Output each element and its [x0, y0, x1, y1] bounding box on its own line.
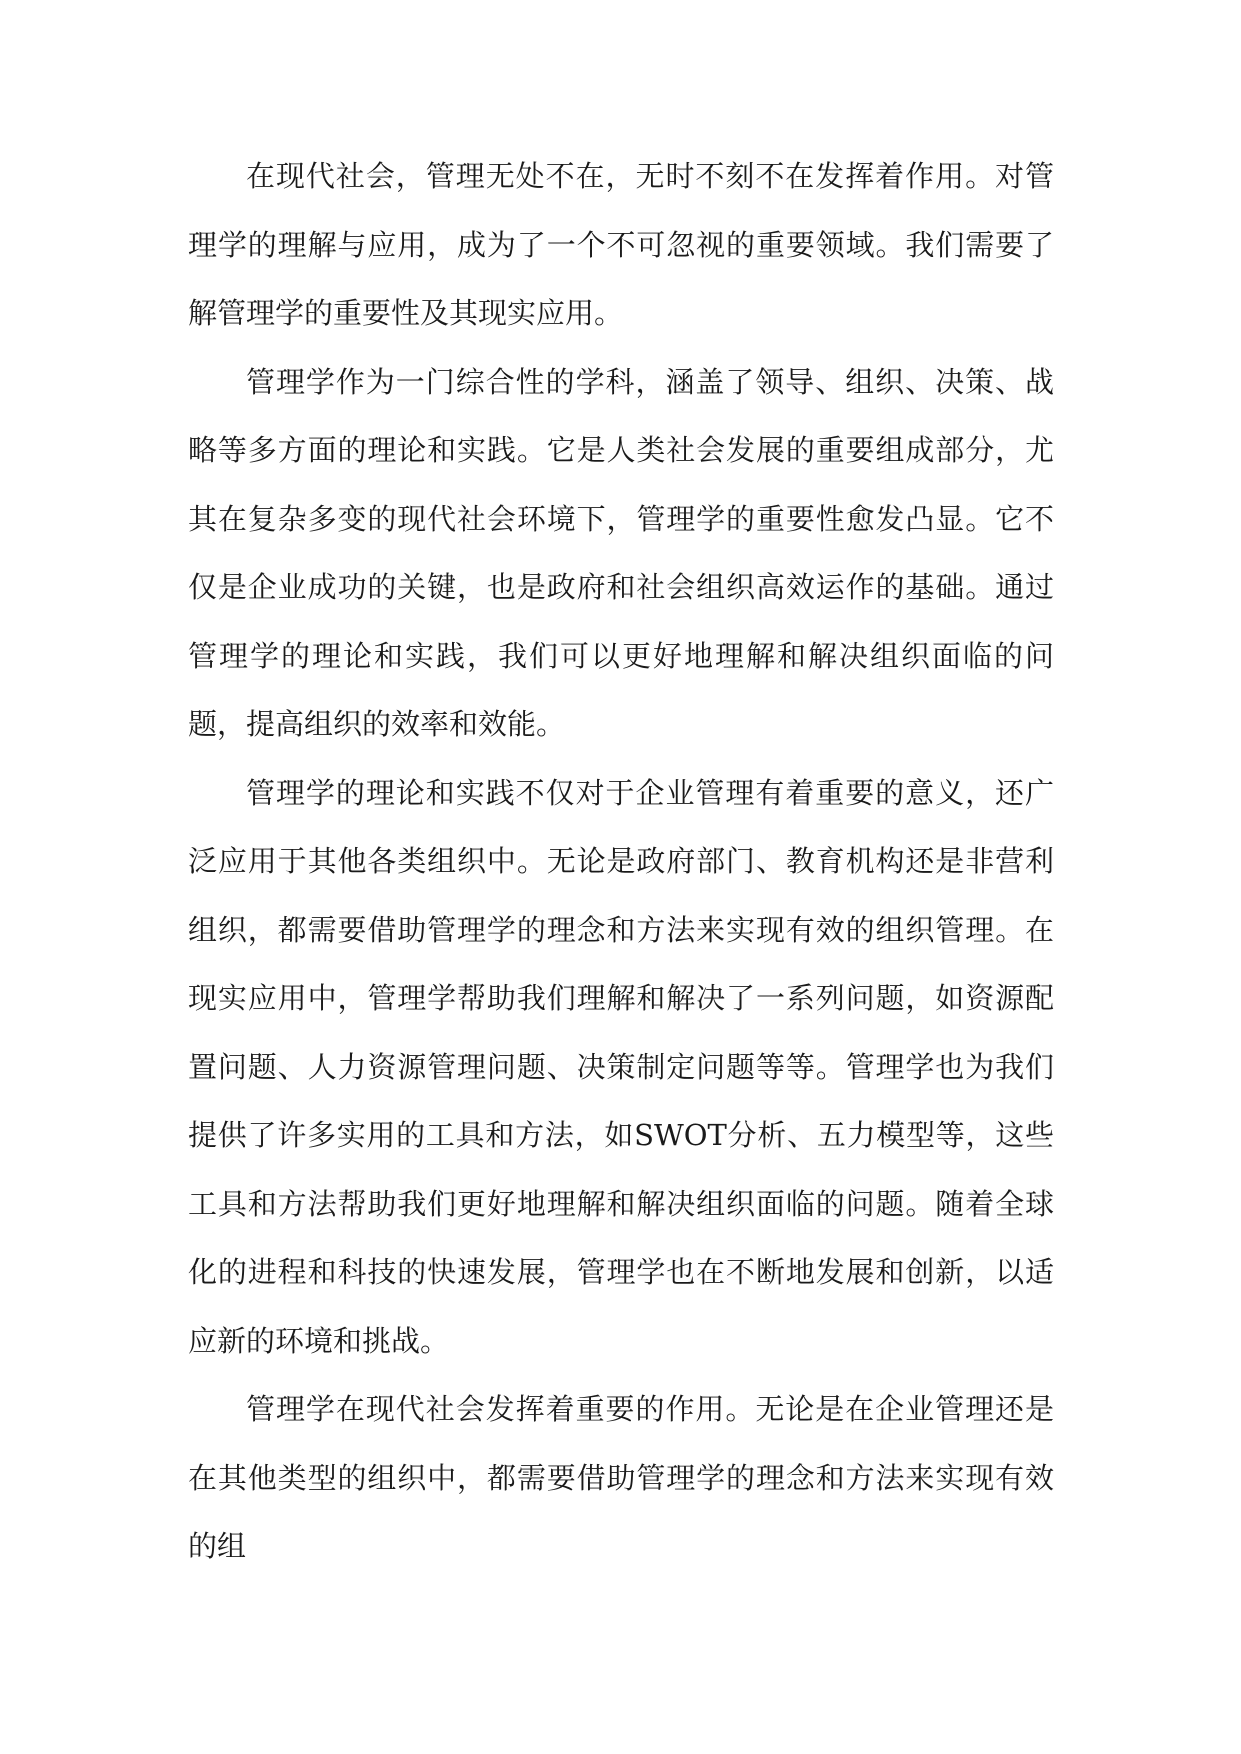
- paragraph-4: 管理学在现代社会发挥着重要的作用。无论是在企业管理还是在其他类型的组织中，都需要借助管理学的理念和方法来实现有效的组: [188, 1392, 1054, 1563]
- paragraph-2: 管理学作为一门综合性的学科，涵盖了领导、组织、决策、战略等多方面的理论和实践。它是人类社会发展的重要组成部分，尤其在复杂多变的现代社会环境下，管理学的重要性愈发凸显。它不仅是企业成功的关键，也是政府和社会组织高效运作的基础。通过管理学的理论和实践，我们可以更好地理解和解决组织面临的问题，提高组织的效率和效能。: [188, 364, 1054, 741]
- paragraph-1: 在现代社会，管理无处不在，无时不刻不在发挥着作用。对管理学的理解与应用，成为了一个不可忽视的重要领域。我们需要了解管理学的重要性及其现实应用。: [188, 159, 1054, 330]
- paragraph-3: 管理学的理论和实践不仅对于企业管理有着重要的意义，还广泛应用于其他各类组织中。无论是政府部门、教育机构还是非营利组织，都需要借助管理学的理念和方法来实现有效的组织管理。在现实应用中，管理学帮助我们理解和解决了一系列问题，如资源配置问题、人力资源管理问题、决策制定问题等等。管理学也为我们提供了许多实用的工具和方法，如SWOT分析、五力模型等，这些工具和方法帮助我们更好地理解和解决组织面临的问题。随着全球化的进程和科技的快速发展，管理学也在不断地发展和创新，以适应新的环境和挑战。: [188, 775, 1054, 1358]
- document-body: [188, 142, 1054, 1581]
